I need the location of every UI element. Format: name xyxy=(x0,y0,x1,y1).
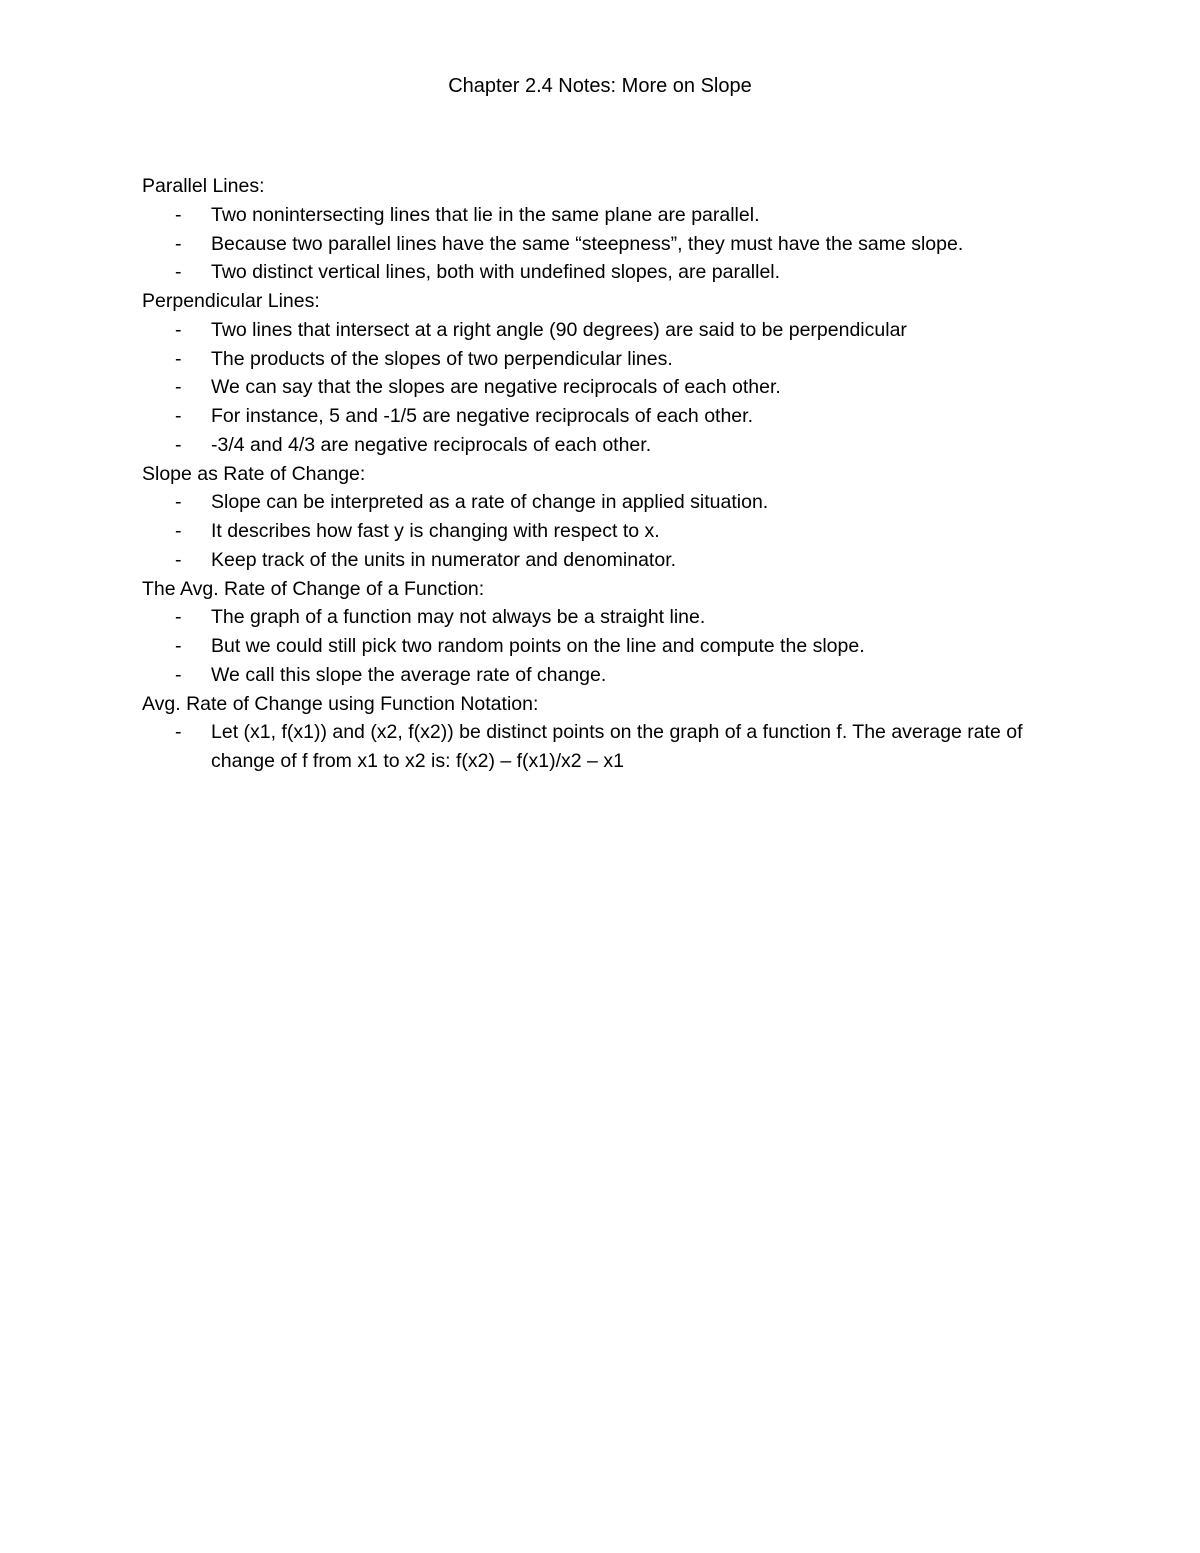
section-avg-rate-of-change xyxy=(142,575,1062,690)
bullet-item xyxy=(142,316,1062,345)
notes-body xyxy=(142,172,1062,776)
bullet-item xyxy=(142,431,1062,460)
section-heading: Avg. Rate of Change using Function Notation: xyxy=(142,692,539,715)
bullet-item xyxy=(142,632,1062,661)
section-parallel-lines xyxy=(142,172,1062,287)
section-heading: Perpendicular Lines: xyxy=(142,290,320,312)
dash-marker: - xyxy=(175,376,182,399)
dash-marker: - xyxy=(175,520,182,542)
section-heading: Slope as Rate of Change: xyxy=(142,462,366,485)
bullet-item xyxy=(142,661,1062,690)
bullet-text: Keep track of the units in numerator and denominator. xyxy=(211,548,677,571)
dash-marker: - xyxy=(175,347,182,370)
page-title: Chapter 2.4 Notes: More on Slope xyxy=(448,75,752,97)
bullet-item xyxy=(142,546,1062,575)
bullet-text: -3/4 and 4/3 are negative reciprocals of each other. xyxy=(211,433,652,456)
dash-marker: - xyxy=(175,721,182,744)
bullet-list xyxy=(142,718,1062,776)
section-slope-rate-of-change xyxy=(142,460,1062,575)
dash-marker: - xyxy=(175,405,182,427)
section-perpendicular-lines xyxy=(142,287,1062,460)
bullet-text: We can say that the slopes are negative reciprocals of each other. xyxy=(211,376,781,399)
dash-marker: - xyxy=(175,606,182,629)
bullet-item xyxy=(142,603,1062,632)
bullet-item xyxy=(142,718,1062,776)
bullet-item xyxy=(142,345,1062,374)
dash-marker: - xyxy=(175,433,182,456)
bullet-text: The products of the slopes of two perpendicular lines. xyxy=(211,347,673,370)
bullet-text: The graph of a function may not always be a straight line. xyxy=(211,606,706,629)
bullet-list xyxy=(142,603,1062,689)
bullet-text: Slope can be interpreted as a rate of change in applied situation. xyxy=(211,491,769,514)
section-heading: Parallel Lines: xyxy=(142,175,265,197)
bullet-list xyxy=(142,316,1062,460)
bullet-item xyxy=(142,201,1062,230)
bullet-text: We call this slope the average rate of change. xyxy=(211,663,607,686)
dash-marker: - xyxy=(175,261,182,284)
bullet-item xyxy=(142,258,1062,287)
bullet-list xyxy=(142,201,1062,287)
bullet-text: Because two parallel lines have the same “steepness”, they must have the same slope. xyxy=(211,232,964,255)
dash-marker: - xyxy=(175,232,182,255)
dash-marker: - xyxy=(175,491,182,514)
section-heading: The Avg. Rate of Change of a Function: xyxy=(142,577,485,600)
bullet-text: Two distinct vertical lines, both with undefined slopes, are parallel. xyxy=(211,261,781,284)
dash-marker: - xyxy=(175,663,182,686)
bullet-text: Two lines that intersect at a right angle (90 degrees) are said to be perpendicular xyxy=(211,318,907,341)
section-function-notation xyxy=(142,690,1062,776)
bullet-item xyxy=(142,517,1062,546)
bullet-text: It describes how fast y is changing with respect to x. xyxy=(211,520,660,542)
bullet-item xyxy=(142,402,1062,431)
bullet-item xyxy=(142,230,1062,259)
dash-marker: - xyxy=(175,203,182,226)
bullet-text: For instance, 5 and -1/5 are negative reciprocals of each other. xyxy=(211,405,753,427)
bullet-list xyxy=(142,488,1062,574)
bullet-item xyxy=(142,373,1062,402)
bullet-text: Let (x1, f(x1)) and (x2, f(x2)) be distinct points on the graph of a function f. The average rate of change of f from x1 to x2 is: f(x2) – f(x1)/x2 – x1 xyxy=(211,721,1023,772)
bullet-text: But we could still pick two random points on the line and compute the slope. xyxy=(211,635,865,657)
dash-marker: - xyxy=(175,318,182,341)
bullet-text: Two nonintersecting lines that lie in the same plane are parallel. xyxy=(211,203,760,226)
bullet-item xyxy=(142,488,1062,517)
dash-marker: - xyxy=(175,548,182,571)
dash-marker: - xyxy=(175,635,182,657)
